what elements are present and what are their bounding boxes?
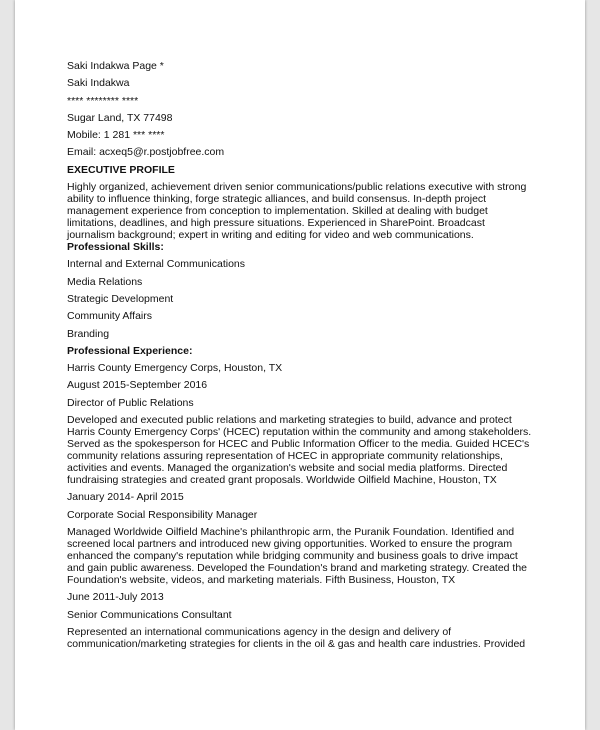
executive-profile-heading: EXECUTIVE PROFILE bbox=[67, 163, 175, 176]
executive-profile-text bbox=[67, 181, 527, 242]
job-title: Director of Public Relations bbox=[67, 396, 194, 409]
paragraph-line: community relations assuring representation of HCEC in appropriate community relationships, bbox=[67, 450, 503, 463]
paragraph-line: enhanced the company's reputation while bridging community and business goals to drive impact bbox=[67, 549, 518, 562]
job-description bbox=[67, 414, 532, 487]
job-description bbox=[67, 625, 526, 650]
phone-masked: **** ******** **** bbox=[67, 94, 139, 107]
mobile: Mobile: 1 281 *** **** bbox=[67, 129, 165, 142]
skills-heading: Professional Skills: bbox=[67, 241, 164, 254]
paragraph-line: fundraising strategies and created grant proposals. Worldwide Oilfield Machine, Houston, TX bbox=[67, 474, 497, 487]
skill-item: Strategic Development bbox=[67, 292, 174, 305]
paragraph-line: Highly organized, achievement driven senior communications/public relations executive with strong bbox=[67, 181, 527, 194]
skill-item: Community Affairs bbox=[67, 310, 152, 323]
location: Sugar Land, TX 77498 bbox=[67, 111, 173, 124]
skill-item: Media Relations bbox=[67, 275, 143, 288]
paragraph-line: Harris County Emergency Corps' (HCEC) reputation within the community and among stakeholders. bbox=[67, 426, 532, 439]
page-title: Saki Indakwa Page * bbox=[67, 60, 164, 72]
skill-item: Branding bbox=[67, 327, 110, 340]
paragraph-line: journalism background; expert in writing and editing for video and web communications. bbox=[67, 229, 474, 242]
job-description bbox=[67, 525, 528, 586]
job-title: Corporate Social Responsibility Manager bbox=[67, 508, 258, 521]
paragraph-line: management experience from conception to implementation. Skilled at dealing with budget bbox=[67, 205, 488, 218]
job-dates: August 2015-September 2016 bbox=[67, 379, 208, 392]
paragraph-line: and gain public awareness. Developed the Foundation's brand and marketing strategy. Created the bbox=[67, 561, 528, 574]
job-title: Senior Communications Consultant bbox=[67, 608, 232, 621]
paragraph-line: communication/marketing strategies for clients in the oil & gas and health care industries. Provided bbox=[67, 637, 526, 650]
resume-content bbox=[67, 60, 532, 650]
paragraph-line: screened local partners and introduced new giving opportunities. Worked to ensure the program bbox=[67, 537, 513, 550]
experience-heading: Professional Experience: bbox=[67, 344, 193, 357]
paragraph-line: Managed Worldwide Oilfield Machine's philanthropic arm, the Puranik Foundation. Identified and bbox=[67, 525, 515, 538]
document-page bbox=[15, 0, 585, 730]
paragraph-line: Foundation's website, videos, and marketing materials. Fifth Business, Houston, TX bbox=[67, 573, 456, 586]
job-dates: June 2011-July 2013 bbox=[67, 591, 164, 604]
paragraph-line: limitations, deadlines, and high pressure situations. Experienced in SharePoint. Broadcast bbox=[67, 217, 485, 230]
paragraph-line: ability to influence thinking, forge strategic alliances, and build consensus. In-depth project bbox=[67, 193, 487, 206]
paragraph-line: Developed and executed public relations and marketing strategies to build, advance and protect bbox=[67, 414, 512, 427]
job-dates: January 2014- April 2015 bbox=[67, 491, 184, 504]
email[interactable]: Email: acxeq5@r.postjobfree.com bbox=[67, 146, 225, 159]
paragraph-line: Represented an international communications agency in the design and delivery of bbox=[67, 625, 452, 638]
paragraph-line: Served as the spokesperson for HCEC and Public Information Officer to the media. Guided HCEC's bbox=[67, 438, 530, 451]
job-employer: Harris County Emergency Corps, Houston, TX bbox=[67, 362, 283, 375]
paragraph-line: activities and events. Managed the organization's website and social media platforms. Directed bbox=[67, 462, 508, 475]
skill-item: Internal and External Communications bbox=[67, 258, 246, 271]
candidate-name: Saki Indakwa bbox=[67, 77, 130, 90]
